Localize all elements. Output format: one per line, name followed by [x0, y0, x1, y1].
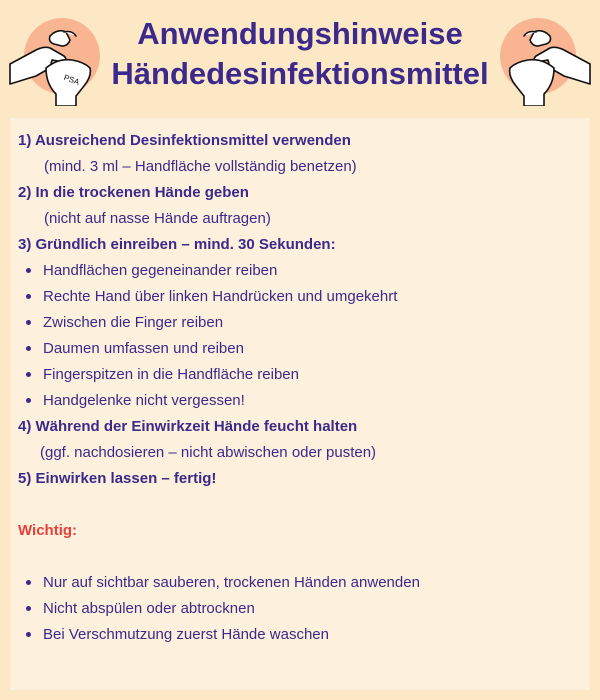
page-title	[100, 14, 500, 94]
hand-label: PSA	[62, 72, 81, 87]
list-item-text: Nur auf sichtbar sauberen, trockenen Händen anwenden	[43, 574, 420, 591]
hand-sanitizing-icon	[6, 14, 100, 106]
list-item	[18, 310, 588, 336]
spacer	[18, 492, 588, 518]
step-3: 3) Gründlich einreiben – mind. 30 Sekunden:	[18, 236, 336, 253]
list-item-text: Handflächen gegeneinander reiben	[43, 262, 278, 279]
list-item-text: Nicht abspülen oder abtrocknen	[43, 600, 255, 617]
title-line-2: Händedesinfektionsmittel	[111, 56, 489, 91]
step-4: 4) Während der Einwirkzeit Hände feucht halten	[18, 418, 358, 435]
list-item	[18, 622, 588, 648]
list-item	[18, 596, 588, 622]
list-item	[18, 336, 588, 362]
spacer	[18, 544, 588, 570]
step-2-note: (nicht auf nasse Hände auftragen)	[44, 210, 271, 227]
step-1: 1) Ausreichend Desinfektionsmittel verwenden	[18, 132, 351, 149]
instructions-list	[18, 128, 588, 648]
list-item-text: Fingerspitzen in die Handfläche reiben	[43, 366, 299, 383]
instructions-panel	[10, 118, 590, 690]
step-2: 2) In die trockenen Hände geben	[18, 184, 249, 201]
step-1-note: (mind. 3 ml – Handfläche vollständig benetzen)	[44, 158, 357, 175]
list-item	[18, 570, 588, 596]
list-item-text: Handgelenke nicht vergessen!	[43, 392, 245, 409]
bullet-dot	[26, 398, 31, 403]
step-5: 5) Einwirken lassen – fertig!	[18, 470, 217, 487]
bullet-dot	[26, 346, 31, 351]
bullet-dot	[26, 580, 31, 585]
list-item	[18, 284, 588, 310]
warning-label: Wichtig:	[18, 522, 78, 539]
list-item-text: Zwischen die Finger reiben	[43, 314, 224, 331]
hand-sanitizing-icon-right	[500, 14, 594, 106]
step-4-note: (ggf. nachdosieren – nicht abwischen oder pusten)	[40, 444, 377, 461]
list-item-text: Daumen umfassen und reiben	[43, 340, 244, 357]
list-item	[18, 258, 588, 284]
bullet-dot	[26, 606, 31, 611]
list-item-text: Bei Verschmutzung zuerst Hände waschen	[43, 626, 329, 643]
list-item	[18, 388, 588, 414]
bullet-dot	[26, 268, 31, 273]
list-item-text: Rechte Hand über linken Handrücken und umgekehrt	[43, 288, 398, 305]
title-line-1: Anwendungshinweise	[137, 16, 463, 51]
bullet-dot	[26, 320, 31, 325]
list-item	[18, 362, 588, 388]
bullet-dot	[26, 632, 31, 637]
header	[0, 0, 600, 110]
bullet-dot	[26, 294, 31, 299]
bullet-dot	[26, 372, 31, 377]
